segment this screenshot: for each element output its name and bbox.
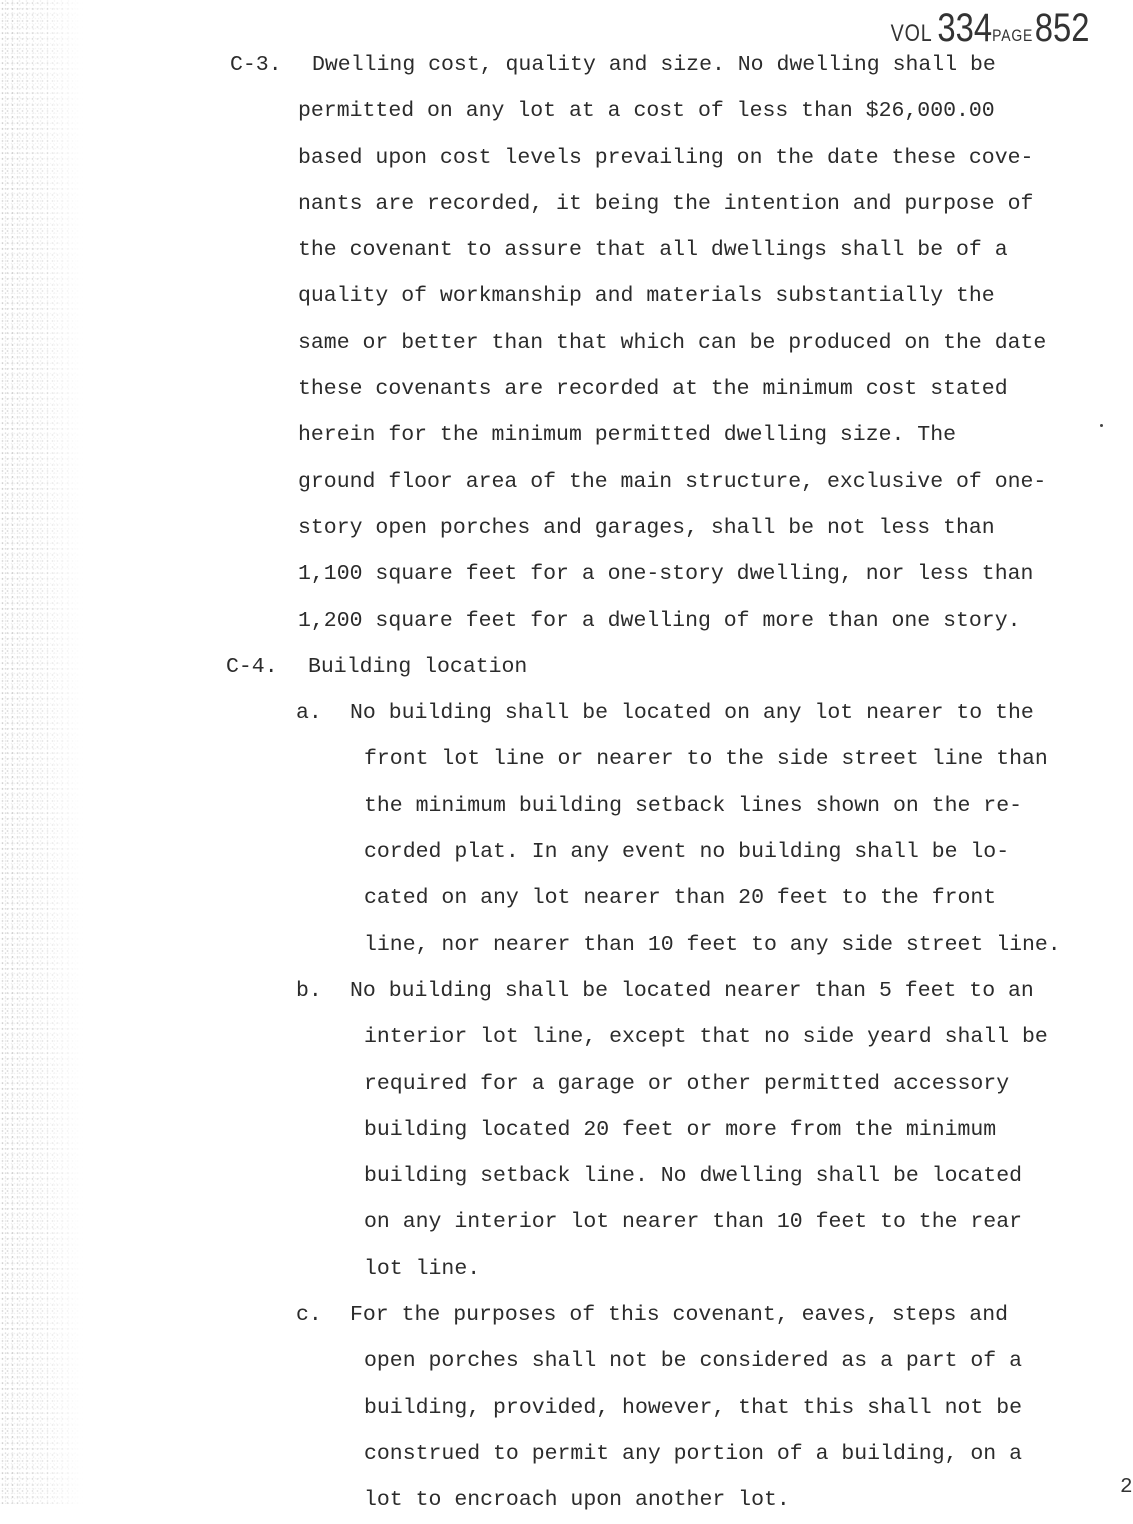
section-c3-line: based upon cost levels prevailing on the date these cove- [298, 145, 1034, 170]
item-b-line: building located 20 feet or more from the minimum [364, 1117, 997, 1142]
item-a-line: the minimum building setback lines shown on the re- [364, 793, 1023, 818]
document-body [0, 42, 1133, 1524]
item-a-first-line [0, 690, 1128, 736]
section-c4 [0, 644, 1133, 1524]
section-c4-marker: C-4. [226, 654, 278, 679]
vol-number: 334 [937, 6, 993, 50]
item-a-line: front lot line or nearer to the side street line than [364, 747, 1048, 772]
item-a-line: cated on any lot nearer than 20 feet to the front [364, 886, 997, 911]
section-c3 [0, 42, 1128, 644]
page-label: PAGE [992, 26, 1034, 45]
item-a-line: corded plat. In any event no building shall be lo- [364, 840, 1010, 865]
section-c3-line: herein for the minimum permitted dwelling size. The [298, 423, 957, 448]
section-c3-line: 1,200 square feet for a dwelling of more than one story. [298, 608, 1021, 633]
edge-page-mark: 2 [1120, 1476, 1133, 1499]
section-c3-line: nants are recorded, it being the intention and purpose of [298, 191, 1034, 216]
item-c-line: construed to permit any portion of a building, on a [364, 1441, 1023, 1466]
section-c3-line: story open porches and garages, shall be not less than [298, 515, 995, 540]
item-b-first-line [0, 968, 1128, 1014]
section-c3-marker: C-3. [230, 53, 282, 77]
item-b-line: interior lot line, except that no side yeard shall be [364, 1025, 1048, 1050]
item-a-line: No building shall be located on any lot nearer to the [350, 701, 1034, 726]
item-b-line: No building shall be located nearer than 5 feet to an [350, 978, 1034, 1003]
page-number: 852 [1035, 6, 1090, 50]
section-c3-line: these covenants are recorded at the minimum cost stated [298, 377, 1008, 402]
section-c3-line: 1,100 square feet for a one-story dwelling, nor less than [298, 562, 1034, 587]
item-b-line: on any interior lot nearer than 10 feet to the rear [364, 1210, 1023, 1235]
item-b [0, 968, 1128, 1292]
section-c4-heading-line [0, 644, 1128, 690]
section-c3-heading-line [0, 42, 1128, 88]
section-c3-line: ground floor area of the main structure, exclusive of one- [298, 469, 1047, 494]
section-c3-line: quality of workmanship and materials substantially the [298, 284, 995, 309]
item-c [0, 1292, 1133, 1523]
item-b-line: lot line. [364, 1256, 481, 1281]
vol-label: VOL [891, 20, 933, 47]
section-c3-line: Dwelling cost, quality and size. No dwelling shall be [312, 53, 996, 77]
item-a [0, 690, 1128, 968]
item-c-first-line [0, 1292, 1128, 1338]
item-a-line: line, nor nearer than 10 feet to any side street line. [364, 932, 1061, 957]
item-b-line: building setback line. No dwelling shall be located [364, 1164, 1023, 1189]
section-c3-line: permitted on any lot at a cost of less than $26,000.00 [298, 99, 995, 124]
section-c4-title: Building location [308, 654, 528, 679]
section-c3-line: the covenant to assure that all dwellings shall be of a [298, 238, 1008, 263]
item-c-line: lot to encroach upon another lot. [364, 1488, 790, 1513]
item-b-line: required for a garage or other permitted accessory [364, 1071, 1010, 1096]
item-c-line: open porches shall not be considered as a part of a [364, 1349, 1023, 1374]
item-c-line: For the purposes of this covenant, eaves, steps and [350, 1303, 1009, 1328]
item-b-marker: b. [296, 978, 322, 1003]
item-a-marker: a. [296, 701, 322, 726]
item-c-line: building, provided, however, that this shall not be [364, 1395, 1023, 1420]
section-c3-line: same or better than that which can be produced on the date [298, 330, 1047, 355]
item-c-marker: c. [296, 1303, 322, 1328]
